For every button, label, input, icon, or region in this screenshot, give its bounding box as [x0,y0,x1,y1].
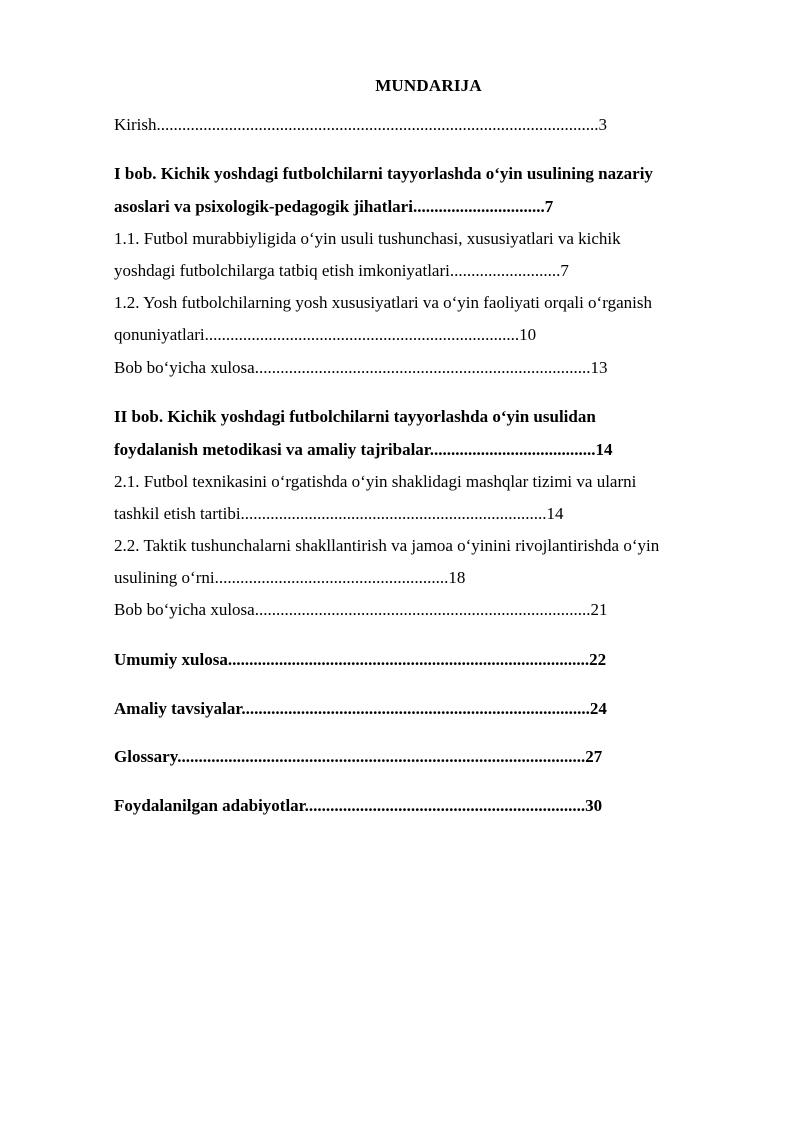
toc-entry-glossary: Glossary................................................................................................27 [114,747,603,766]
toc-section-2-2-line-2: usulining o‘rni.......................................................18 [114,568,466,587]
toc-entry-foydalanilgan-adabiyotlar: Foydalanilgan adabiyotlar..................................................................30 [114,796,603,815]
toc-section-2-1-line-2: tashkil etish tartibi........................................................................14 [114,504,564,523]
toc-entry-amaliy-tavsiyalar: Amaliy tavsiyalar..................................................................................24 [114,699,607,718]
toc-chapter-2-line-2: foydalanish metodikasi va amaliy tajribalar.......................................14 [114,440,613,459]
toc-section-1-2-line-2: qonuniyatlari..........................................................................10 [114,325,537,344]
toc-section-1-2-line-1: 1.2. Yosh futbolchilarning yosh xususiyatlari va o‘yin faoliyati orqali o‘rganish [114,293,652,312]
toc-chapter-1-line-1: I bob. Kichik yoshdagi futbolchilarni tayyorlashda o‘yin usulining nazariy [114,164,653,183]
toc-section-1-1-line-2: yoshdagi futbolchilarga tatbiq etish imkoniyatlari..........................7 [114,261,569,280]
toc-chapter-2-line-1: II bob. Kichik yoshdagi futbolchilarni tayyorlashda o‘yin usulidan [114,407,596,426]
toc-chapter-1-conclusion: Bob bo‘yicha xulosa...............................................................................13 [114,358,608,377]
toc-chapter-1-line-2: asoslari va psixologik-pedagogik jihatlari...............................7 [114,197,554,216]
toc-section-2-2-line-1: 2.2. Taktik tushunchalarni shakllantirish va jamoa o‘yinini rivojlantirishda o‘yin [114,536,660,555]
page-title: MUNDARIJA [375,76,482,95]
toc-section-1-1-line-1: 1.1. Futbol murabbiyligida o‘yin usuli tushunchasi, xususiyatlari va kichik [114,229,621,248]
toc-section-2-1-line-1: 2.1. Futbol texnikasini o‘rgatishda o‘yin shaklidagi mashqlar tizimi va ularni [114,472,637,491]
toc-chapter-2-conclusion: Bob bo‘yicha xulosa...............................................................................21 [114,600,608,619]
toc-entry-kirish: Kirish........................................................................................................3 [114,115,607,134]
toc-entry-umumiy-xulosa: Umumiy xulosa.....................................................................................22 [114,650,607,669]
